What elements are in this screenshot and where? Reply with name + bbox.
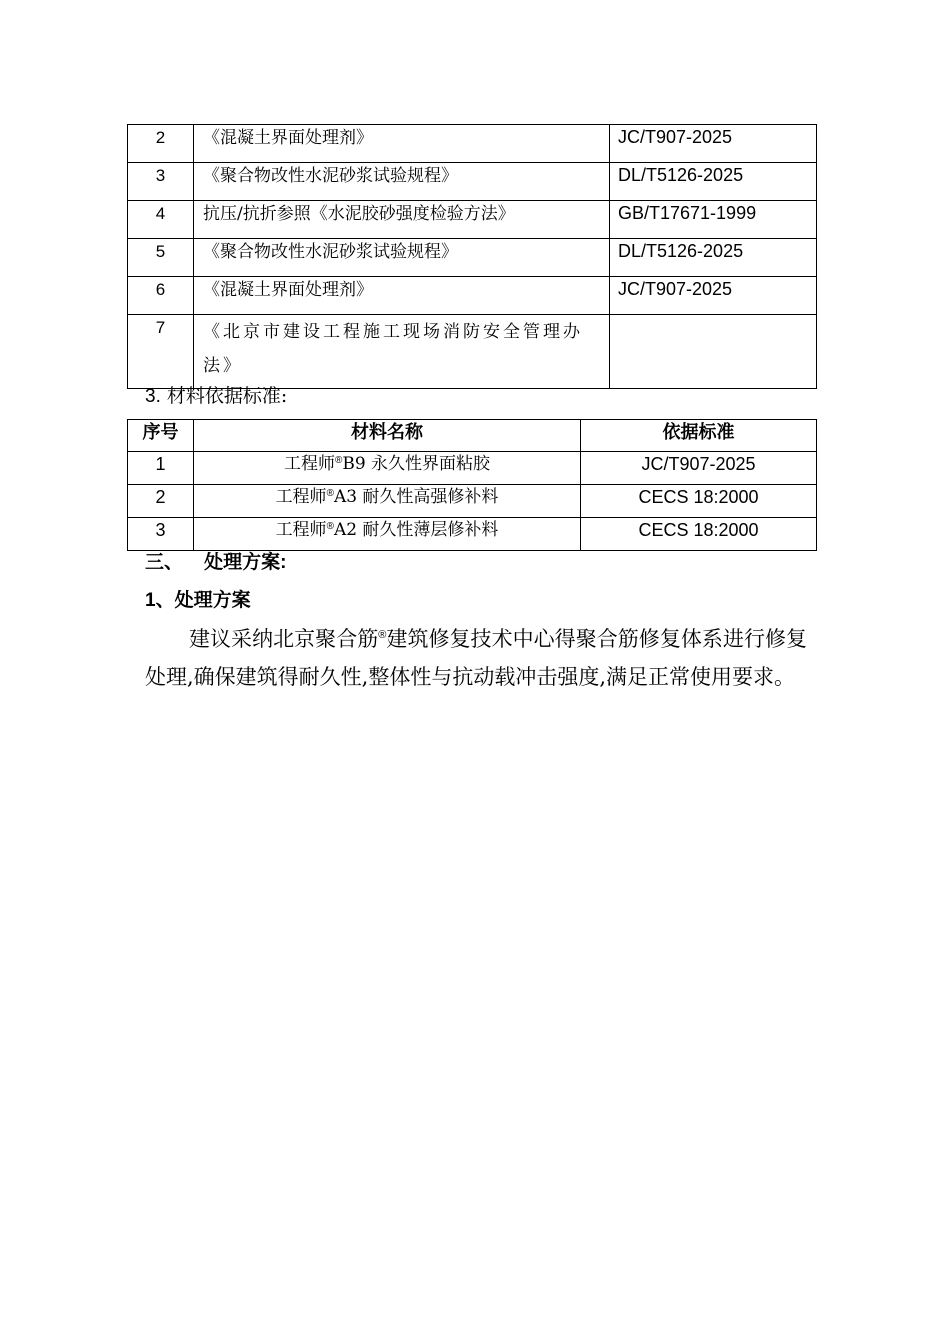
product-name: B9 永久性界面粘胶 bbox=[342, 454, 491, 474]
table-row bbox=[128, 518, 817, 551]
brand-name: 工程师 bbox=[275, 520, 327, 540]
materials-table bbox=[127, 419, 817, 551]
row-number: 6 bbox=[128, 277, 194, 315]
paragraph-text-2: 建筑修复技术中心得聚合筋修复体系进行修复处理,确保建筑得耐久性,整体性与抗动载冲击强度,满足正常使用要求。 bbox=[145, 627, 808, 689]
standard-name: 《混凝土界面处理剂》 bbox=[194, 125, 610, 163]
row-number: 3 bbox=[128, 163, 194, 201]
material-name bbox=[194, 518, 581, 551]
standards-table bbox=[127, 124, 817, 389]
header-standard: 依据标准 bbox=[581, 420, 817, 452]
section-three-heading bbox=[145, 550, 286, 576]
subsection-heading: 1、处理方案 bbox=[145, 590, 251, 611]
table-row bbox=[128, 163, 817, 201]
materials-section-heading bbox=[145, 383, 287, 410]
standard-code: JC/T907-2025 bbox=[610, 277, 817, 315]
paragraph-text-1: 建议采纳北京聚合筋 bbox=[189, 627, 379, 651]
table-row bbox=[128, 201, 817, 239]
product-name: A3 耐久性高强修补料 bbox=[333, 487, 499, 507]
standard-name: 《混凝土界面处理剂》 bbox=[194, 277, 610, 315]
row-number: 3 bbox=[128, 518, 194, 551]
row-number: 1 bbox=[128, 452, 194, 485]
row-number: 4 bbox=[128, 201, 194, 239]
standard-code: DL/T5126-2025 bbox=[610, 239, 817, 277]
registered-mark: ® bbox=[378, 629, 387, 641]
row-number: 2 bbox=[128, 125, 194, 163]
standard-name: 《聚合物改性水泥砂浆试验规程》 bbox=[194, 239, 610, 277]
section-number: 三、 bbox=[145, 552, 184, 573]
standard-code bbox=[610, 315, 817, 389]
standard-code: DL/T5126-2025 bbox=[610, 163, 817, 201]
material-standard: CECS 18:2000 bbox=[581, 485, 817, 518]
standard-name: 《聚合物改性水泥砂浆试验规程》 bbox=[194, 163, 610, 201]
table-row bbox=[128, 277, 817, 315]
header-material-name: 材料名称 bbox=[194, 420, 581, 452]
standard-code: JC/T907-2025 bbox=[610, 125, 817, 163]
material-standard: CECS 18:2000 bbox=[581, 518, 817, 551]
table-row bbox=[128, 239, 817, 277]
brand-name: 工程师 bbox=[283, 454, 335, 474]
row-number: 2 bbox=[128, 485, 194, 518]
body-paragraph bbox=[145, 620, 807, 696]
section-title: 处理方案: bbox=[204, 552, 287, 573]
product-name: A2 耐久性薄层修补料 bbox=[333, 520, 499, 540]
standard-name: 抗压/抗折参照《水泥胶砂强度检验方法》 bbox=[194, 201, 610, 239]
registered-mark: ® bbox=[334, 455, 343, 466]
standard-code: GB/T17671-1999 bbox=[610, 201, 817, 239]
material-name bbox=[194, 452, 581, 485]
registered-mark: ® bbox=[326, 521, 334, 532]
material-name bbox=[194, 485, 581, 518]
table-row bbox=[128, 315, 817, 389]
table-row bbox=[128, 485, 817, 518]
header-number: 序号 bbox=[128, 420, 194, 452]
section-number: 3. bbox=[145, 386, 161, 407]
table-header-row bbox=[128, 420, 817, 452]
section-title: 材料依据标准: bbox=[166, 385, 288, 407]
material-standard: JC/T907-2025 bbox=[581, 452, 817, 485]
row-number: 5 bbox=[128, 239, 194, 277]
table-row bbox=[128, 452, 817, 485]
standard-name: 《北京市建设工程施工现场消防安全管理办法》 bbox=[194, 315, 610, 389]
row-number: 7 bbox=[128, 315, 194, 389]
registered-mark: ® bbox=[326, 488, 334, 499]
table-row bbox=[128, 125, 817, 163]
brand-name: 工程师 bbox=[275, 487, 327, 507]
